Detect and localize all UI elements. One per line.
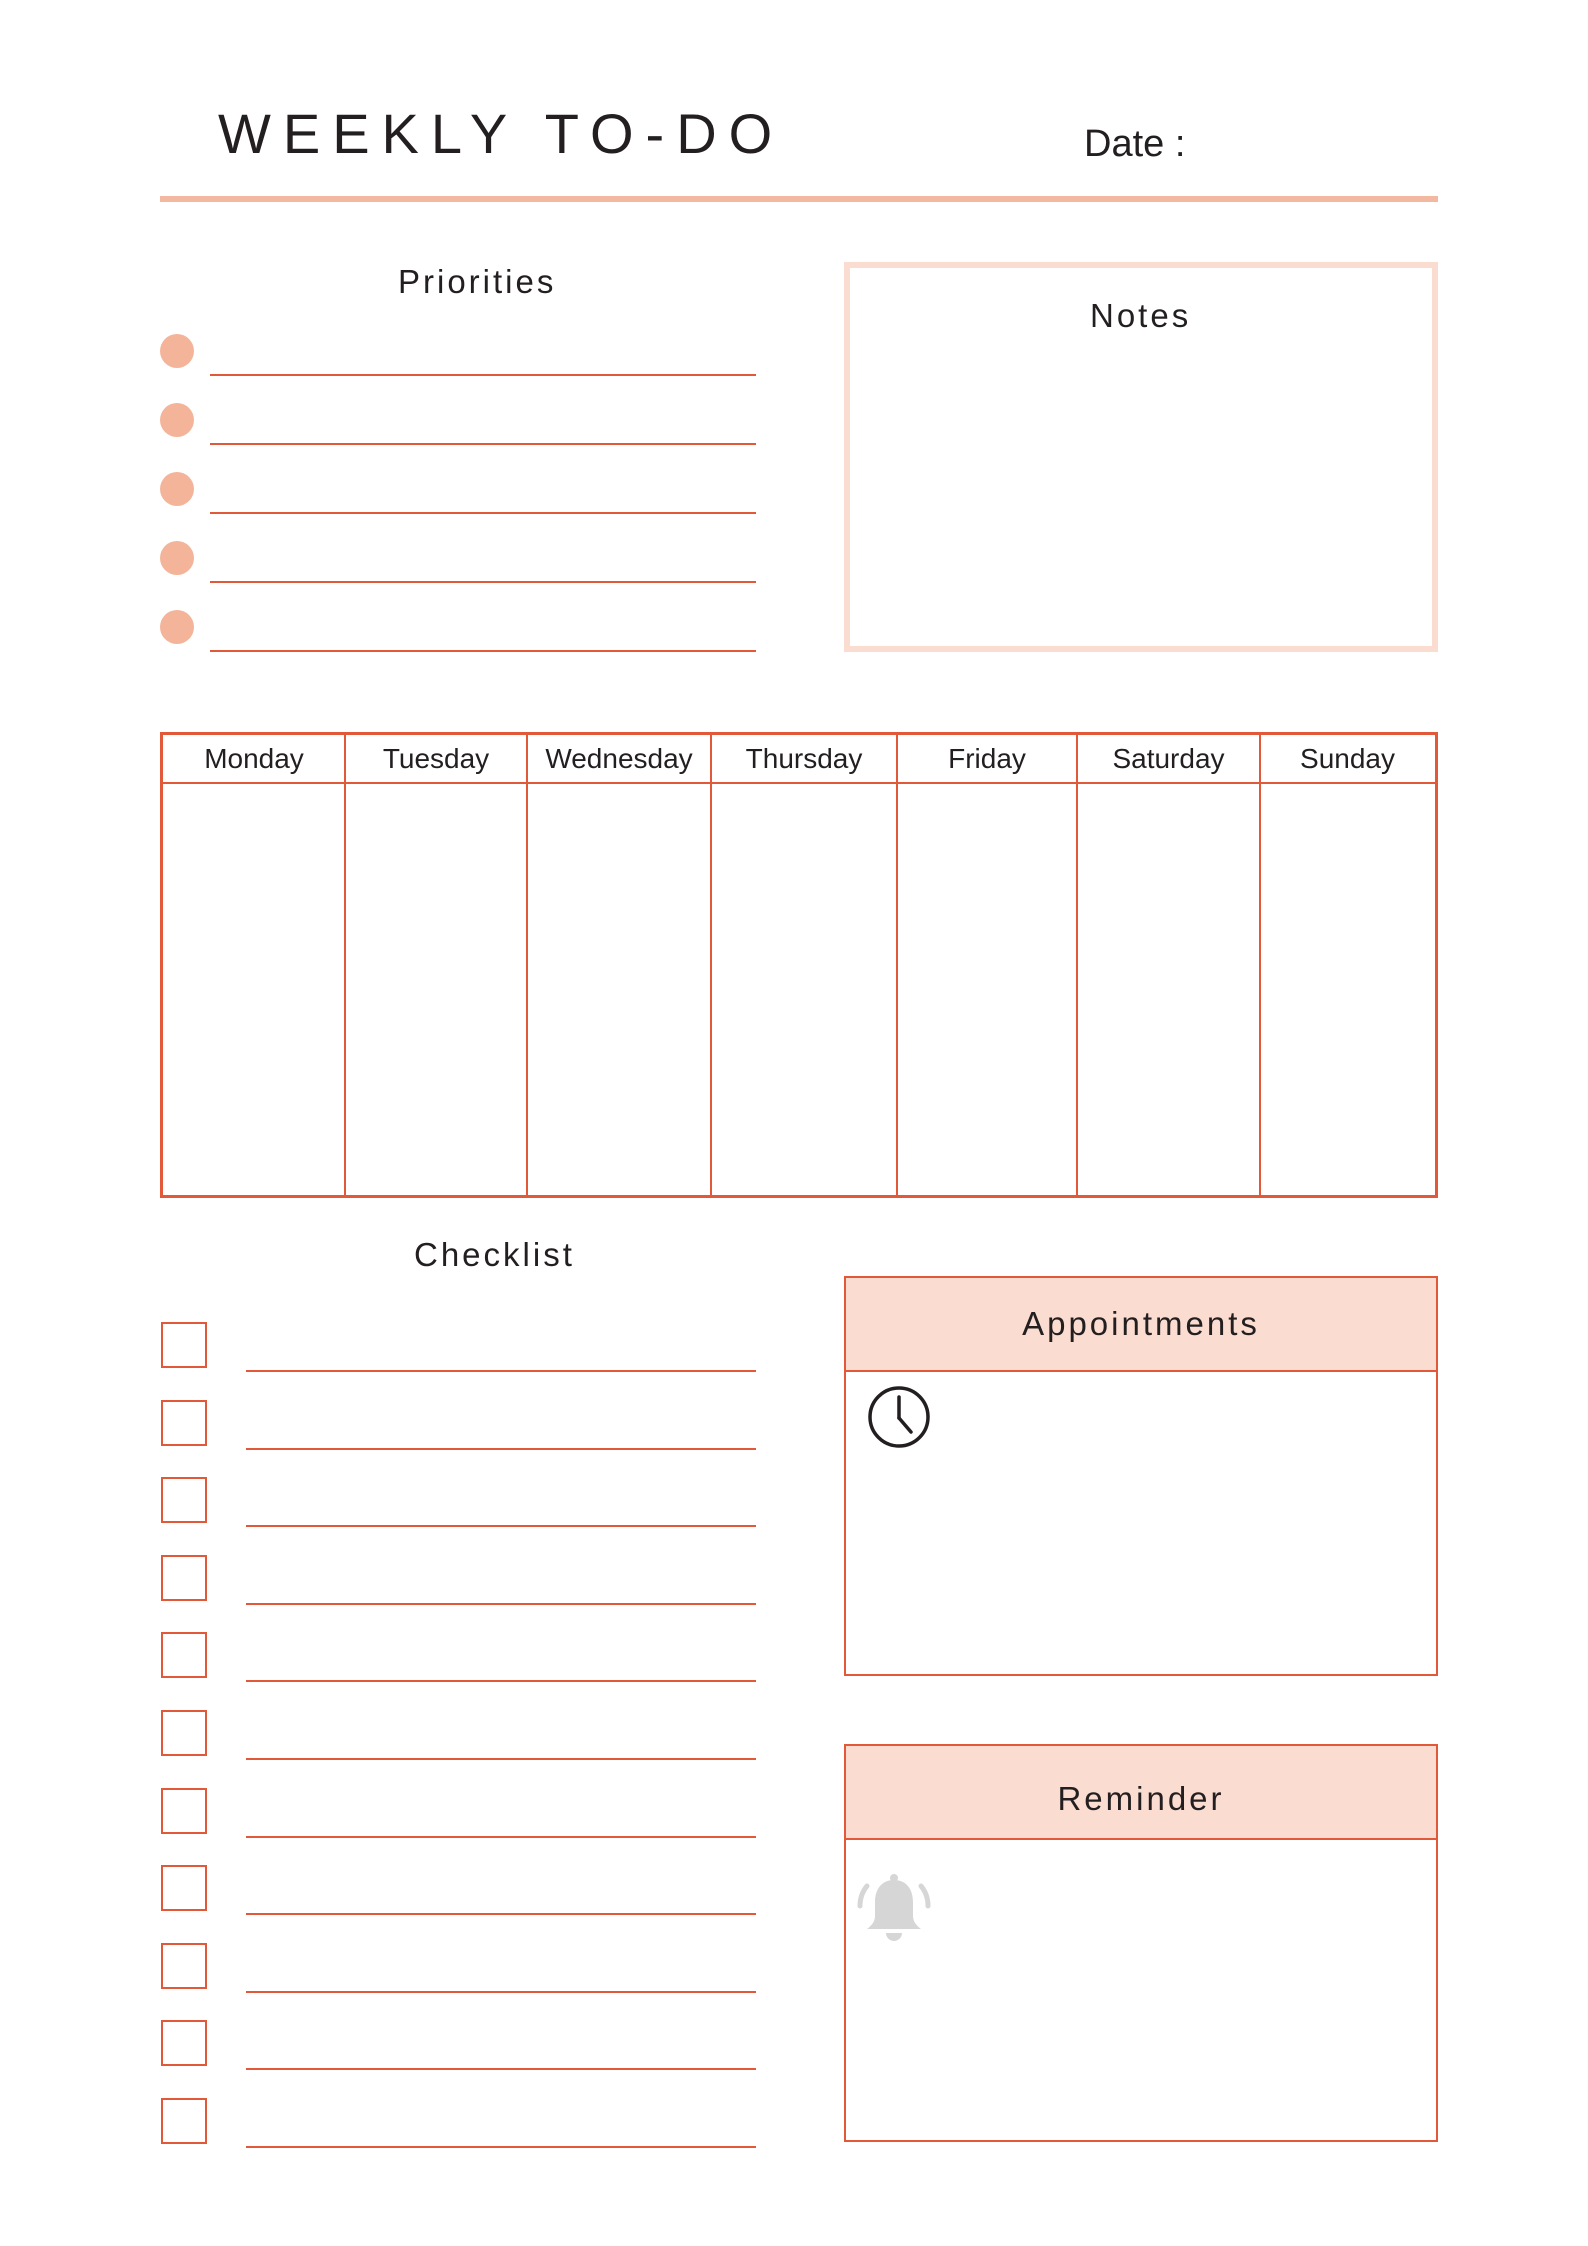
checklist-line[interactable] (246, 1758, 756, 1760)
checklist-checkbox[interactable] (161, 1788, 207, 1834)
priority-line[interactable] (210, 443, 756, 445)
appointments-heading: Appointments (1022, 1305, 1260, 1342)
priority-line[interactable] (210, 512, 756, 514)
clock-icon (866, 1384, 932, 1450)
priority-bullet (160, 334, 194, 368)
day-cell-friday[interactable] (899, 787, 1075, 1195)
day-cell-saturday[interactable] (1079, 787, 1258, 1195)
day-cell-thursday[interactable] (713, 787, 895, 1195)
appointments-area[interactable] (956, 1388, 1416, 1658)
day-column-divider (344, 735, 346, 1195)
appointments-panel (844, 1276, 1438, 1676)
day-cell-sunday[interactable] (1262, 787, 1433, 1195)
checklist-checkbox[interactable] (161, 2098, 207, 2144)
day-label-tuesday: Tuesday (382, 743, 490, 774)
checklist-checkbox[interactable] (161, 2020, 207, 2066)
priority-bullet (160, 541, 194, 575)
checklist-line[interactable] (246, 2146, 756, 2148)
header-divider (160, 196, 1438, 202)
checklist-checkbox[interactable] (161, 1632, 207, 1678)
appointments-header (846, 1278, 1436, 1372)
checklist-line[interactable] (246, 1913, 756, 1915)
checklist-line[interactable] (246, 1370, 756, 1372)
day-label-wednesday: Wednesday (545, 743, 693, 774)
day-label-monday: Monday (204, 743, 304, 774)
day-column-divider (526, 735, 528, 1195)
day-cell-tuesday[interactable] (347, 787, 525, 1195)
day-column-divider (1259, 735, 1261, 1195)
checklist-checkbox[interactable] (161, 1865, 207, 1911)
day-label-saturday: Saturday (1112, 743, 1225, 774)
reminder-panel (844, 1744, 1438, 2142)
week-grid (160, 732, 1438, 1198)
priority-line[interactable] (210, 581, 756, 583)
checklist-line[interactable] (246, 1603, 756, 1605)
page-title: WEEKLY TO-DO (218, 102, 785, 165)
checklist-line[interactable] (246, 1448, 756, 1450)
bell-icon (854, 1870, 934, 1950)
reminder-heading: Reminder (1057, 1780, 1225, 1817)
reminder-header (846, 1746, 1436, 1840)
checklist-checkbox[interactable] (161, 1322, 207, 1368)
checklist-line[interactable] (246, 1525, 756, 1527)
checklist-checkbox[interactable] (161, 1943, 207, 1989)
priority-bullet (160, 610, 194, 644)
day-column-divider (896, 735, 898, 1195)
day-column-divider (1076, 735, 1078, 1195)
checklist-line[interactable] (246, 2068, 756, 2070)
priority-line[interactable] (210, 650, 756, 652)
date-label: Date : (1084, 123, 1186, 165)
day-column-divider (710, 735, 712, 1195)
checklist-checkbox[interactable] (161, 1710, 207, 1756)
checklist-line[interactable] (246, 1680, 756, 1682)
day-label-thursday: Thursday (745, 743, 863, 774)
notes-heading: Notes (1090, 297, 1192, 334)
day-cell-wednesday[interactable] (529, 787, 709, 1195)
checklist-line[interactable] (246, 1991, 756, 1993)
week-header-divider (163, 782, 1435, 784)
reminder-area[interactable] (956, 1856, 1416, 2126)
priorities-heading: Priorities (398, 263, 557, 300)
checklist-line[interactable] (246, 1836, 756, 1838)
day-cell-monday[interactable] (165, 787, 343, 1195)
priority-bullet (160, 403, 194, 437)
checklist-checkbox[interactable] (161, 1555, 207, 1601)
checklist-heading: Checklist (414, 1236, 575, 1273)
priority-line[interactable] (210, 374, 756, 376)
day-label-sunday: Sunday (1300, 743, 1395, 774)
priority-bullet (160, 472, 194, 506)
checklist-checkbox[interactable] (161, 1477, 207, 1523)
day-label-friday: Friday (948, 743, 1026, 774)
checklist-checkbox[interactable] (161, 1400, 207, 1446)
